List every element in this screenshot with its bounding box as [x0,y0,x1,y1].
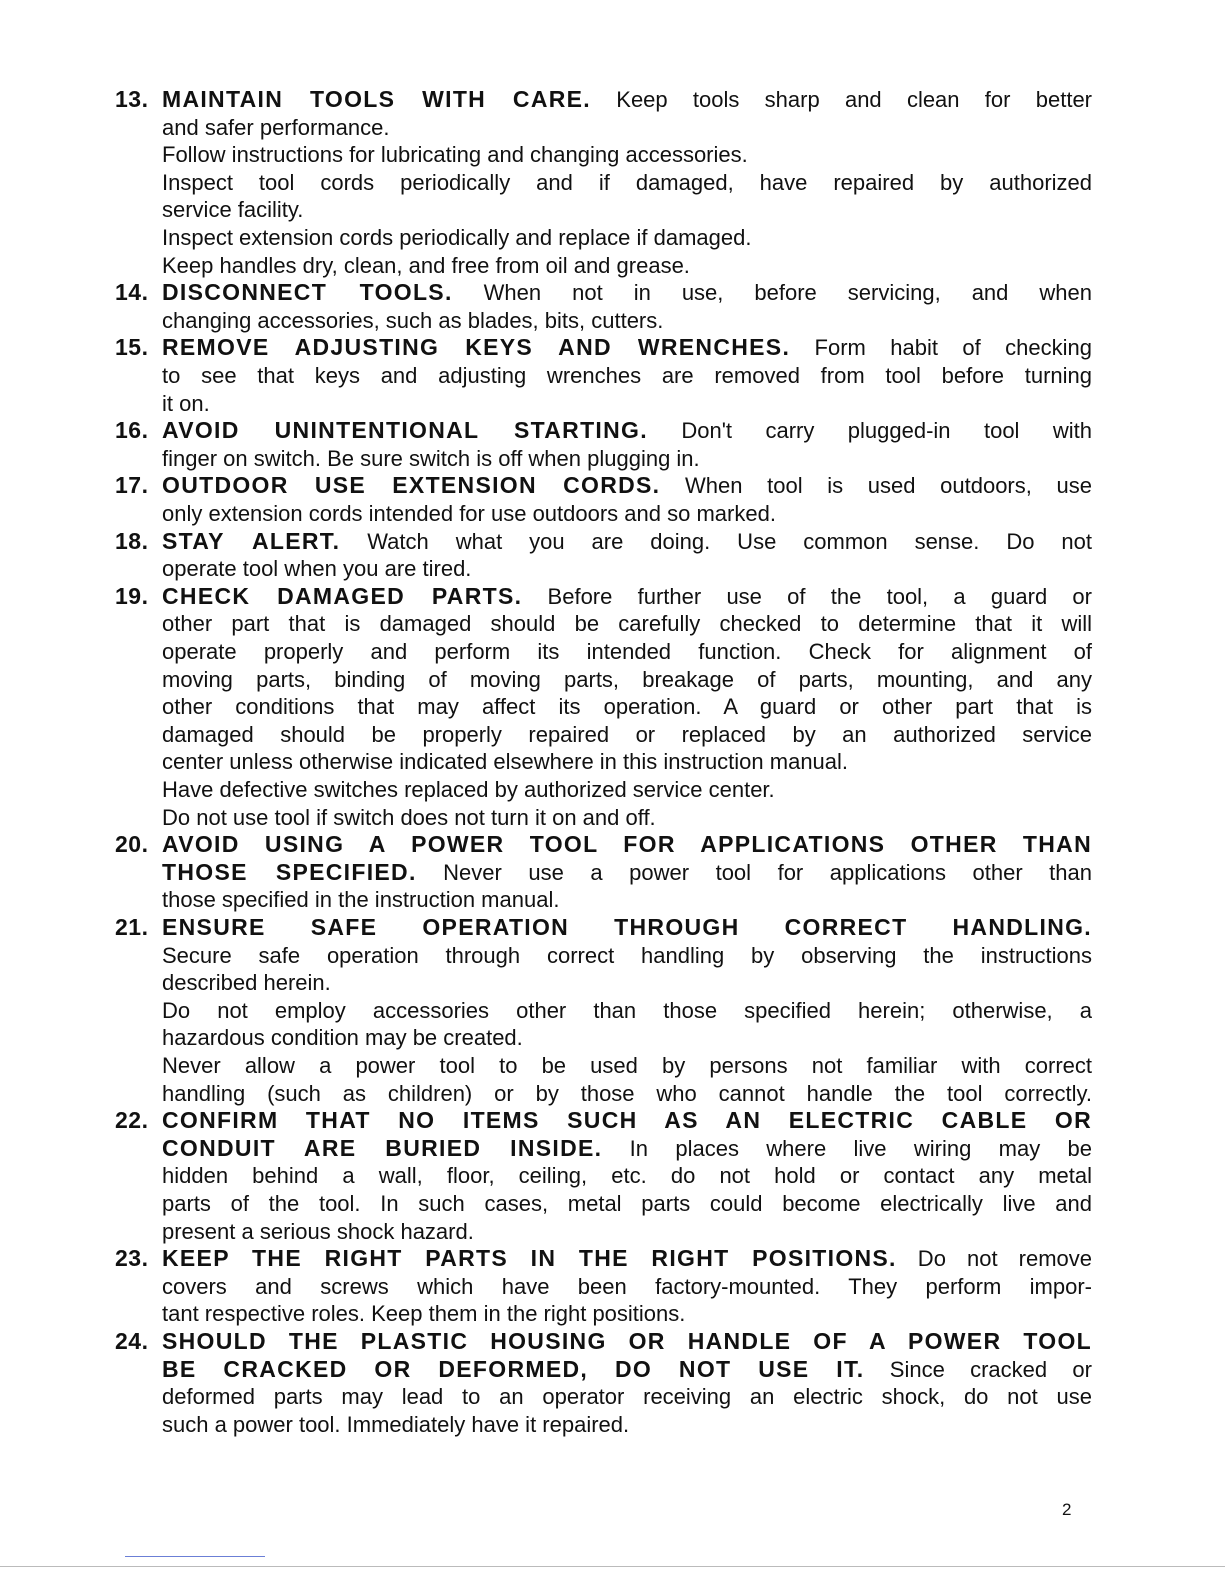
text-line [162,307,1092,335]
rule-heading: ENSURE SAFE OPERATION THROUGH CORRECT HANDLING. [162,914,1092,940]
rule-text [162,417,1092,472]
rule-heading: AVOID USING A POWER TOOL FOR APPLICATIONS OTHER THAN [162,831,1092,858]
text-line [162,914,1092,942]
text-line [162,1052,1092,1080]
rule-heading: BE CRACKED OR DEFORMED, DO NOT USE IT. [162,1355,865,1382]
text-line [162,279,1092,307]
rule-heading: CHECK DAMAGED PARTS. [162,582,523,609]
rule-number: 16. [115,417,149,444]
rule-body: Since cracked or [864,1356,1092,1382]
text-line [162,942,1092,970]
rule-heading: OUTDOOR USE EXTENSION CORDS. [162,472,661,499]
rule-body: Keep tools sharp and clean for better [591,87,1093,112]
rule-text [162,86,1092,279]
text-line [162,1273,1092,1301]
rule-body: operate properly and perform its intended function. Check for alignment of [162,638,1092,664]
rule-body: Before further use of the tool, a guard or [522,583,1092,609]
rule-heading: MAINTAIN TOOLS WITH CARE. [162,86,591,112]
rule-body: service facility. [162,197,304,223]
rule-heading: DISCONNECT TOOLS. [162,279,453,306]
text-line [162,1383,1092,1411]
text-line [162,1411,1092,1439]
rule-body: other part that is damaged should be carefully checked to determine that it will [162,611,1092,637]
text-line [162,1328,1092,1356]
rule-number: 17. [115,472,149,499]
text-line [162,1300,1092,1328]
rule-body: to see that keys and adjusting wrenches are removed from tool before turning [162,362,1092,388]
text-line [162,1190,1092,1218]
rule-body: Form habit of checking [790,335,1092,361]
rule-body: covers and screws which have been factory-mounted. They perform impor- [162,1273,1092,1299]
text-line [162,1107,1092,1135]
rule-body: When not in use, before servicing, and when [452,280,1092,306]
rule-number: 23. [115,1245,149,1272]
rule-body: Follow instructions for lubricating and changing accessories. [162,142,748,168]
text-line [162,748,1092,776]
rule-body: Inspect tool cords periodically and if damaged, have repaired by authorized [162,169,1092,195]
rule-body: Do not employ accessories other than those specified herein; otherwise, a [162,997,1092,1023]
rule-number: 13. [115,86,149,112]
rule-number: 14. [115,279,149,306]
rule-body: hidden behind a wall, floor, ceiling, etc. do not hold or contact any metal [162,1163,1092,1189]
text-line [162,1245,1092,1273]
text-line [162,500,1092,528]
rule-text [162,528,1092,583]
rule-body: changing accessories, such as blades, bits, cutters. [162,307,664,333]
page-number: 2 [1062,1500,1072,1519]
rule-body: it on. [162,390,210,416]
text-line [162,638,1092,666]
rule-body: damaged should be properly repaired or replaced by an authorized service [162,721,1092,747]
rule-body: Inspect extension cords periodically and replace if damaged. [162,224,752,250]
text-line [162,445,1092,473]
text-line [162,997,1092,1025]
rule-text [162,583,1092,831]
text-line [162,1218,1092,1246]
text-line [162,196,1092,224]
text-line [162,362,1092,390]
text-line [162,776,1092,804]
rule-body: and safer performance. [162,114,390,140]
text-line [162,721,1092,749]
rule-body: Have defective switches replaced by authorized service center. [162,776,775,802]
rule-body: Don't carry plugged-in tool with [647,418,1092,444]
text-line [162,86,1092,114]
text-line [162,252,1092,280]
rule-body: center unless otherwise indicated elsewhere in this instruction manual. [162,749,849,775]
text-line [162,859,1092,887]
rule-number: 22. [115,1107,149,1134]
rule-body: finger on switch. Be sure switch is off when plugging in. [162,445,700,471]
rule-heading: AVOID UNINTENTIONAL STARTING. [162,417,648,444]
rule-heading: SHOULD THE PLASTIC HOUSING OR HANDLE OF A POWER TOOL [162,1328,1092,1354]
text-line [162,1162,1092,1190]
rule-number: 24. [115,1328,149,1354]
text-line [162,555,1092,583]
text-line [162,1024,1092,1052]
rule-body: Keep handles dry, clean, and free from oil and grease. [162,252,690,278]
rule-body: hazardous condition may be created. [162,1025,523,1051]
rule-text [162,1328,1092,1438]
text-line [162,390,1092,418]
rule-heading: REMOVE ADJUSTING KEYS AND WRENCHES. [162,334,791,361]
rule-body: When tool is used outdoors, use [660,473,1092,499]
rule-body: described herein. [162,970,331,996]
rule-text [162,334,1092,417]
text-line [162,610,1092,638]
text-line [162,693,1092,721]
rule-number: 18. [115,527,149,554]
text-line [162,886,1092,914]
rule-text [162,1245,1092,1328]
text-line [162,169,1092,197]
text-line [162,1080,1092,1108]
text-line [162,224,1092,252]
text-line [162,804,1092,832]
rule-body: only extension cords intended for use outdoors and so marked. [162,500,776,526]
text-line [162,334,1092,362]
rule-body: In places where live wiring may be [602,1135,1092,1161]
bottom-link-line [125,1556,265,1557]
rule-text [162,279,1092,334]
text-line [162,831,1092,859]
rule-body: Secure safe operation through correct handling by observing the instructions [162,942,1092,968]
rule-body: Never allow a power tool to be used by persons not familiar with correct [162,1052,1092,1078]
text-line [162,417,1092,445]
rule-number: 20. [115,831,149,858]
rule-body: such a power tool. Immediately have it repaired. [162,1411,630,1437]
text-line [162,1135,1092,1163]
rule-body: handling (such as children) or by those who cannot handle the tool correctly. [162,1080,1092,1106]
text-line [162,141,1092,169]
text-line [162,528,1092,556]
rule-body: tant respective roles. Keep them in the right positions. [162,1301,686,1327]
rule-text [162,1107,1092,1245]
rule-body: parts of the tool. In such cases, metal parts could become electrically live and [162,1190,1092,1216]
rule-body: operate tool when you are tired. [162,556,472,582]
rule-heading: CONDUIT ARE BURIED INSIDE. [162,1134,603,1161]
rule-body: moving parts, binding of moving parts, breakage of parts, mounting, and any [162,666,1092,692]
rule-number: 21. [115,914,149,940]
rule-body: present a serious shock hazard. [162,1218,474,1244]
rule-heading: THOSE SPECIFIED. [162,858,417,885]
rule-text [162,914,1092,1107]
text-line [162,1356,1092,1384]
rule-body: Do not remove [896,1246,1092,1272]
text-line [162,114,1092,142]
rule-body: deformed parts may lead to an operator receiving an electric shock, do not use [162,1384,1092,1410]
bottom-divider [0,1566,1225,1567]
rule-body: those specified in the instruction manual. [162,887,560,913]
rule-heading: KEEP THE RIGHT PARTS IN THE RIGHT POSITIONS. [162,1245,897,1272]
rule-heading: CONFIRM THAT NO ITEMS SUCH AS AN ELECTRIC CABLE OR [162,1107,1092,1134]
text-line [162,666,1092,694]
rule-body: Watch what you are doing. Use common sense. Do not [340,528,1092,554]
text-line [162,472,1092,500]
rule-body: Never use a power tool for applications other than [416,859,1092,885]
rule-text [162,472,1092,527]
rule-text [162,831,1092,914]
rule-number: 19. [115,582,149,609]
rule-body: other conditions that may affect its operation. A guard or other part that is [162,694,1092,720]
text-line [162,969,1092,997]
rule-body: Do not use tool if switch does not turn it on and off. [162,804,656,830]
rule-heading: STAY ALERT. [162,527,341,554]
text-line [162,583,1092,611]
rule-number: 15. [115,334,149,361]
